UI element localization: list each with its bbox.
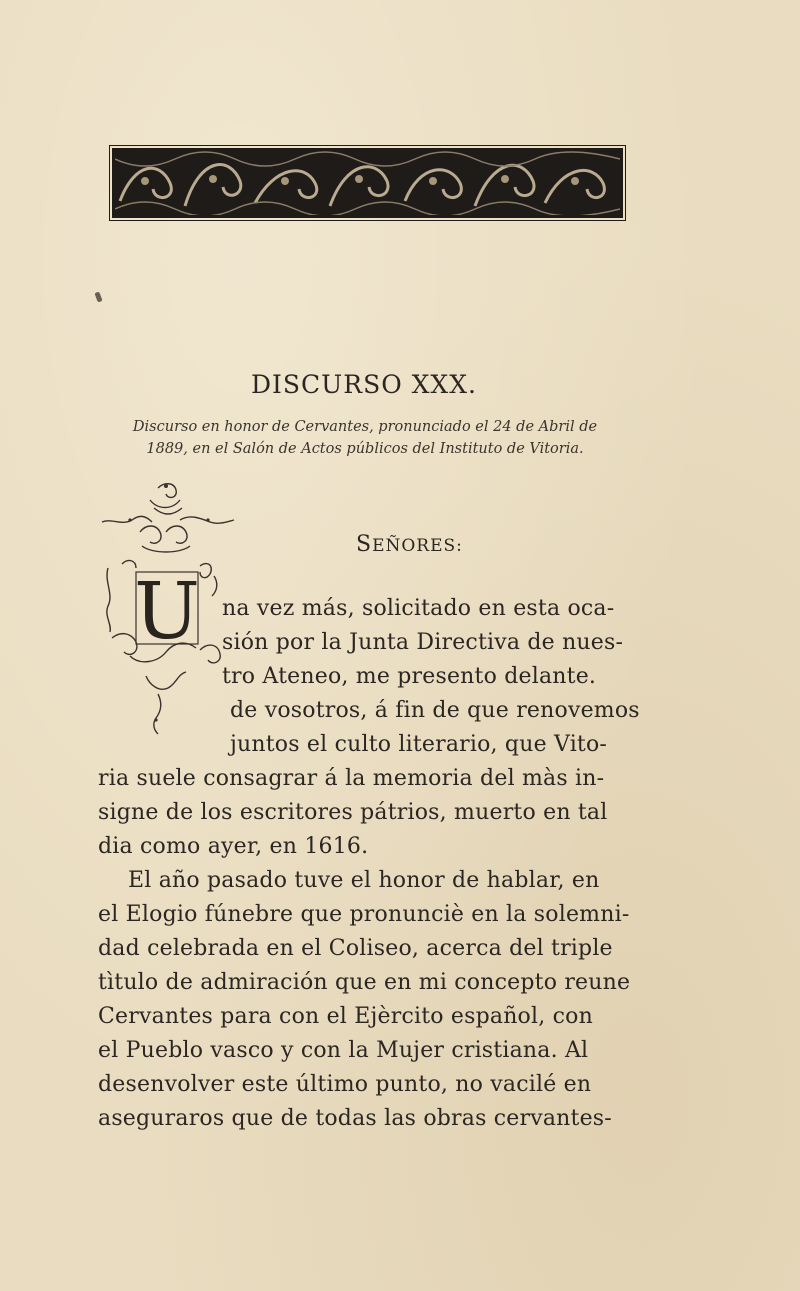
page-title: DISCURSO XXX. xyxy=(251,370,477,399)
drop-cap-letter: U xyxy=(134,567,200,657)
ink-speck xyxy=(94,291,102,302)
salutation-rest: EÑORES: xyxy=(372,536,463,556)
page-subtitle xyxy=(100,416,630,460)
subtitle-line: Discurso en honor de Cervantes, pronunciado el 24 de Abril de xyxy=(132,419,598,435)
ornamental-header-banner xyxy=(112,148,623,218)
salutation-initial: S xyxy=(356,532,373,557)
body-line: el Elogio fúnebre que pronunciè en la solemni- xyxy=(98,902,630,927)
body-line: Cervantes para con el Ejèrcito español, con xyxy=(98,1004,593,1029)
body-line: juntos el culto literario, que Vito- xyxy=(230,732,608,757)
body-line: na vez más, solicitado en esta oca- xyxy=(222,596,615,621)
body-line: de vosotros, á fin de que renovemos xyxy=(230,698,640,723)
body-line: tìtulo de admiración que en mi concepto reune xyxy=(98,970,631,995)
body-line: tro Ateneo, me presento delante. xyxy=(222,664,597,689)
banner-ornament-icon xyxy=(115,151,620,215)
body-line: ria suele consagrar á la memoria del màs in- xyxy=(98,766,605,791)
body-line: desenvolver este último punto, no vacilé en xyxy=(98,1072,592,1097)
body-line: el Pueblo vasco y con la Mujer cristiana. Al xyxy=(98,1038,589,1063)
drop-cap-ornament xyxy=(100,480,240,750)
body-line: aseguraros que de todas las obras cervantes- xyxy=(98,1106,612,1131)
salutation xyxy=(356,532,463,557)
body-line: dia como ayer, en 1616. xyxy=(98,834,369,859)
body-line: signe de los escritores pátrios, muerto en tal xyxy=(98,800,608,825)
subtitle-line: 1889, en el Salón de Actos públicos del Instituto de Vitoria. xyxy=(146,441,584,457)
body-line: sión por la Junta Directiva de nues- xyxy=(222,630,624,655)
body-line: El año pasado tuve el honor de hablar, en xyxy=(128,868,600,893)
body-line: dad celebrada en el Coliseo, acerca del triple xyxy=(98,936,613,961)
